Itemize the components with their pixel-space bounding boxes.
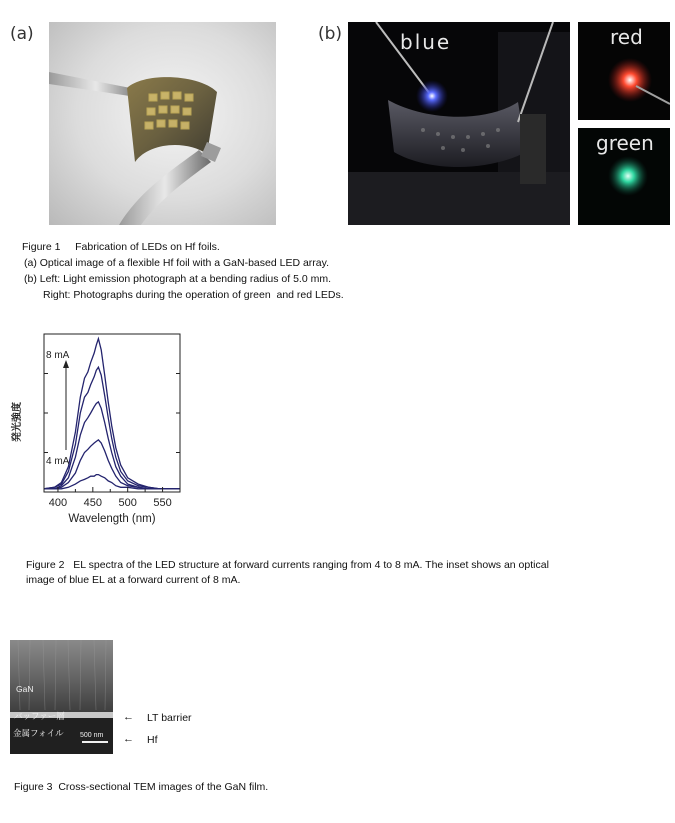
panel-label-b: (b) — [318, 24, 343, 44]
lt-barrier-label: LT barrier — [147, 712, 192, 724]
x-tick-label: 500 — [118, 497, 137, 509]
figure3-caption: Figure 3 Cross-sectional TEM images of the GaN film. — [14, 781, 269, 793]
green-led-photo — [578, 128, 670, 225]
x-tick-label: 450 — [83, 497, 103, 509]
red-led-photo — [578, 22, 670, 120]
x-tick-label: 400 — [48, 497, 68, 509]
red-label: red — [610, 25, 643, 49]
tem-scale-label: 500 nm — [80, 732, 104, 739]
figure1-caption-a: (a) Optical image of a flexible Hf foil with a GaN-based LED array. — [24, 257, 330, 269]
tem-label-foil: 金属フォイル — [13, 728, 64, 738]
arrow-left-icon: ← — [123, 733, 134, 745]
scale-bar — [82, 741, 108, 743]
flexible-foil-photo — [49, 22, 276, 225]
figure1-caption-right: Right: Photographs during the operation of green and red LEDs. — [43, 289, 344, 301]
tem-image — [10, 640, 113, 754]
x-tick-label: 550 — [153, 497, 172, 509]
arrow-left-icon: ← — [123, 711, 134, 723]
el-spectra-chart — [6, 330, 186, 530]
blue-label: blue — [400, 30, 452, 54]
el-spectra-plot — [6, 330, 186, 530]
hf-label: Hf — [147, 734, 158, 746]
blue-emission-photo — [348, 22, 570, 225]
annotation-8ma: 8 mA — [46, 350, 70, 361]
bent-foil-illustration — [348, 22, 570, 225]
figure2-caption-line1: Figure 2 EL spectra of the LED structure at forward currents ranging from 4 to 8 mA. The inset shows an optical — [26, 559, 549, 571]
figure1-caption-title: Figure 1 Fabrication of LEDs on Hf foils. — [22, 241, 220, 253]
x-axis-label: Wavelength (nm) — [68, 513, 156, 525]
y-axis-label: 発光強度 — [12, 402, 23, 442]
flexible-foil-illustration — [49, 22, 276, 225]
annotation-4ma: 4 mA — [46, 456, 70, 467]
tem-label-buffer: バッファー層 — [14, 711, 65, 721]
figure1-caption-b: (b) Left: Light emission photograph at a bending radius of 5.0 mm. — [24, 273, 332, 285]
current-arrow-head — [63, 360, 69, 368]
green-label: green — [596, 131, 654, 155]
panel-label-a: (a) — [10, 24, 34, 44]
figure2-caption-line2: image of blue EL at a forward current of 8 mA. — [26, 574, 241, 586]
tem-label-gan: GaN — [16, 684, 34, 694]
